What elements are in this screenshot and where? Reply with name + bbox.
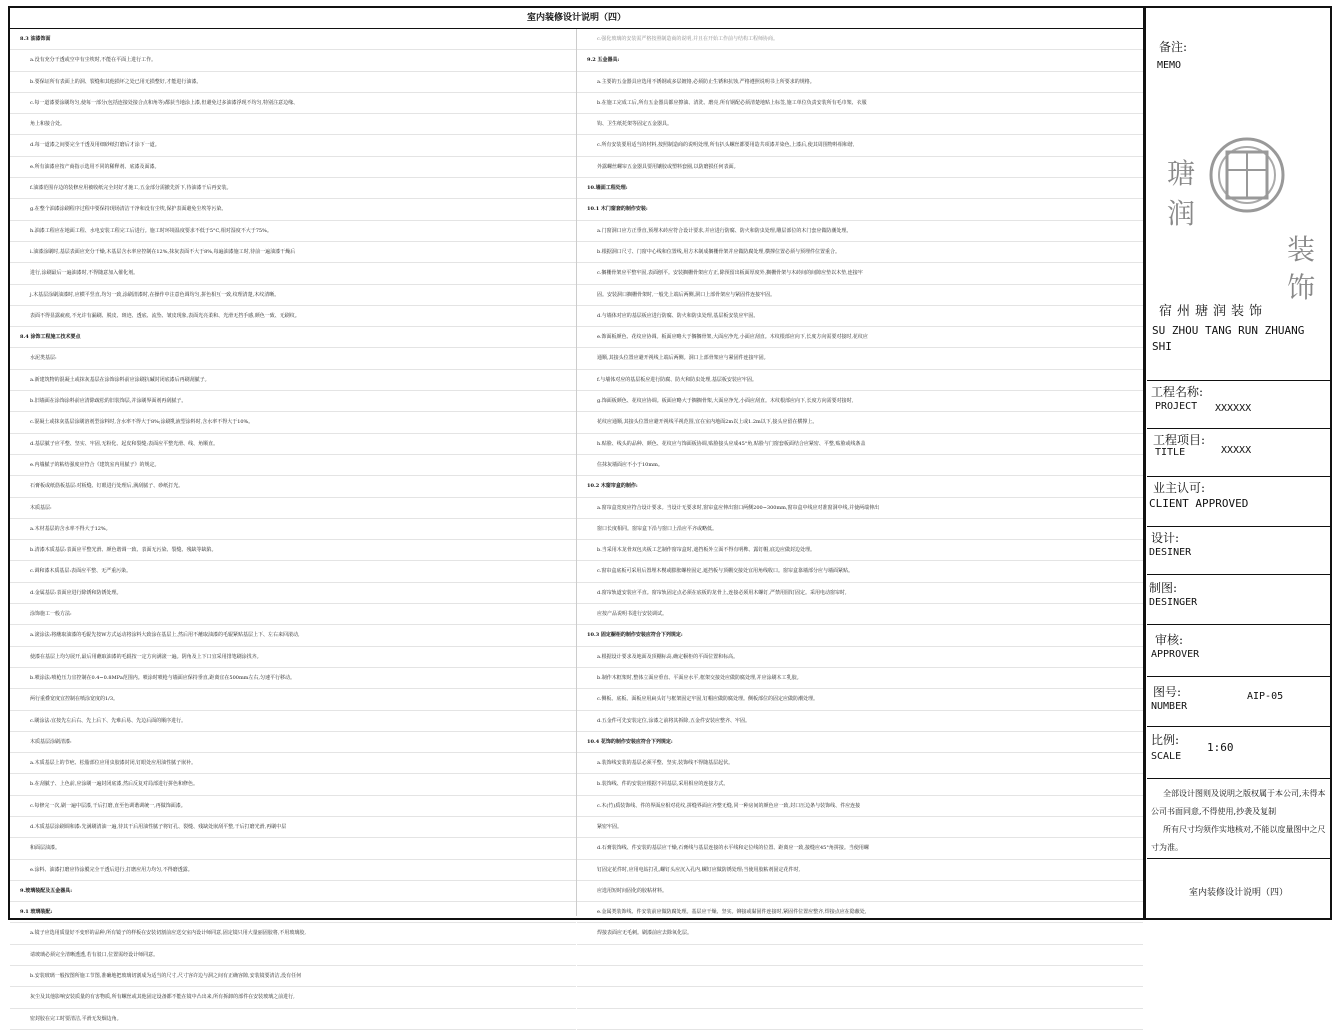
designer-label: 设计: (1151, 531, 1180, 545)
title-label: 工程项目: (1153, 433, 1206, 447)
number-label: 图号: (1153, 685, 1182, 699)
spec-line: i.油漆涂刷时,基层表面应充分干燥,木基层含水率应控制在12%,抹灰表面不大于8%,每遍油漆施工时,待前一遍油漆干燥后 (10, 242, 576, 263)
spec-line: 涂饰施工一般方法: (10, 604, 576, 625)
company-name: 宿州瑭润装饰 (1159, 304, 1268, 319)
section-heading: 9.玻璃装配及五金器具: (10, 881, 576, 902)
scale-value: 1:60 (1207, 741, 1234, 754)
memo-label: 备注: (1159, 40, 1188, 54)
spec-line (577, 987, 1143, 1008)
project-value: XXXXXX (1215, 403, 1252, 414)
scale-section (1147, 726, 1330, 778)
spec-line: j.木基层涂刷油漆时,应横平竖直,均匀一致,涂刷清漆时,在操作中注意色调均匀,拼色相互一致,纹理清楚,木纹清晰。 (10, 285, 576, 306)
spec-line: b.要保证所有表面上的洞、裂缝和其他损坏之处已用无损整好,才能进行油漆。 (10, 72, 576, 93)
spec-line: c.侧板、底板、面板应用扁头钉与框架固定牢固,钉帽应做防腐处理。侧板部位的固定应做防潮处理。 (577, 689, 1143, 710)
section-heading: 8.4 涂饰工程施工技术要点 (10, 327, 576, 348)
section-heading: 10.墙面工程处理: (577, 178, 1143, 199)
section-heading: 10.3 固定橱柜的制作安装应符合下列规定: (577, 625, 1143, 646)
drawing-label-en: DESINGER (1149, 597, 1198, 608)
logo-char-1: 瑭 (1167, 157, 1196, 190)
spec-line: 请玻璃必须完全清晰透透,若有驳口,位置需经设计师同意。 (10, 945, 576, 966)
approver-label-en: APPROVER (1151, 649, 1200, 660)
page-title: 室内装修设计说明（四） (10, 8, 1143, 29)
section-heading: 8.3 油漆饰面 (10, 29, 576, 50)
spec-line: 应选用短时间固化的胶粘材料。 (577, 881, 1143, 902)
copyright-note: 全部设计图则及说明之版权属于本公司,未得本公司书面同意,不得使用,抄袭及复制 (1151, 789, 1326, 816)
spec-line: e.饰面板颜色、花纹应协调。板面应略大于搁搁骨架,大面应净光,小面应刮直。木纹根部应向下,长度方向需要对接时,花纹应 (577, 327, 1143, 348)
spec-line: c.强化玻璃的安装需严格按照制造商的说明,并且在开始工作前与结构工程师协商。 (577, 29, 1143, 50)
number-label-en: NUMBER (1151, 701, 1188, 712)
title-value: XXXXX (1221, 445, 1252, 456)
client-label-en: CLIENT APPROVED (1149, 497, 1249, 510)
spec-line: 木质基层: (10, 498, 576, 519)
spec-line (577, 945, 1143, 966)
sheet-title-section (1147, 858, 1330, 918)
spec-line: d.窗帘轨道安装应平直。窗帘轨固定点必须在底板的龙骨上,连接必须用木螺钉,严禁用圆钉固定。采用电动窗帘时, (577, 583, 1143, 604)
spec-line: d.木质基层涂刷调和漆:先满刷清油一遍,待其干后用油性腻子将钉孔、裂缝、残缺处嵌刮平整,干后打磨光滑,再刷中层 (10, 817, 576, 838)
spec-line: a.木质基层上的节疤、松脂部位应用虫胶漆封闭,钉眼处应用油性腻子嵌补。 (10, 753, 576, 774)
project-section (1147, 380, 1330, 428)
memo-label-en: MEMO (1157, 60, 1182, 71)
spec-line: 花纹应通顺,其接头位置应避开视线平视范围,宜在室内地面2m以上或1.2m以下,接头应留在横撑上。 (577, 412, 1143, 433)
approver-label: 审核: (1155, 633, 1184, 647)
spec-line: 进行,涂刷最后一遍油漆时,不得随意加入催化剂。 (10, 263, 576, 284)
spec-line: d.与墙体对应的基层板应进行防腐、防火和防虫处理,基层板安装应牢固。 (577, 306, 1143, 327)
spec-line: 钉固定花件时,应用电钻打孔,螺钉头应沉入孔内,螺钉应做防锈处理;当使用胶粘剂固定花件时, (577, 860, 1143, 881)
logo-char-2: 润 (1167, 197, 1196, 230)
company-logo (1167, 130, 1327, 304)
client-label: 业主认可: (1153, 481, 1206, 495)
left-column (10, 29, 577, 1022)
spec-line: a.门窗洞口应方正垂直,预埋木砖应符合设计要求,并应进行防腐、防火和防虫处理,雕层部位的木门套应做防潮处理。 (577, 221, 1143, 242)
spec-line: b.安装玻璃一般按图所施工节图,准确地把玻璃切割成为适当的尺寸,尺寸容许边与洞之间有正确容隙,安装镜要清洁,没有任何 (10, 966, 576, 987)
dimension-note: 所有尺寸均须作实地核对,不能以度量图中之尺寸为准。 (1151, 825, 1326, 852)
client-section (1147, 476, 1330, 526)
spec-line: b.装饰线、件的安装应根据不同基层,采用相应的连接方式。 (577, 774, 1143, 795)
spec-line: d.每一道漆之间要完全干透及用细砂纸打磨后才涂下一道。 (10, 135, 576, 156)
notes-section (1147, 778, 1330, 858)
spec-line: 固。安装洞口搁栅骨架时,一般先上端后两侧,洞口上部骨架应与紧固件连接牢固。 (577, 285, 1143, 306)
spec-line: d.基层腻子应平整、坚实、牢固,无粉化、起皮和裂缝;表面应平整光滑、线、角顺直。 (10, 434, 576, 455)
spec-line: 窗口长度相同。窗帘盒下沿与窗口上沿应平齐或略低。 (577, 519, 1143, 540)
spec-line: a.镜子应选用质量好不变形的品种,所有镜子的样板在安装切割前应送交室内设计师同意,固定镜只用大量丽固胶将,不用玻璃胶, (10, 923, 576, 944)
title-section (1147, 428, 1330, 476)
company-name-en: SU ZHOU TANG RUN ZHUANG SHI (1152, 324, 1305, 353)
spec-line: a.根据设计要求及地面及顶棚标高,确定橱柜的平面位置和标高。 (577, 647, 1143, 668)
spec-line: 密封胶在完工时要清洁,平滑无发烟边角。 (10, 1009, 576, 1030)
logo-char-4: 饰 (1287, 271, 1316, 304)
spec-line: c.每一道漆要涂刷均匀,使每一部分(包括连接处接合点和角等)都获当地涂上漆,但避免过多油漆浮现不均匀,特别注意边缘、 (10, 93, 576, 114)
spec-line: 应按产品说明书进行安装调试。 (577, 604, 1143, 625)
spec-line: 焊接表面应无毛刺。刷漆前应去除氧化层。 (577, 923, 1143, 944)
spec-line: a.窗帘盒宽度应符合设计要求。当设计无要求时,窗帘盒应伸出窗口两侧200~300mm,窗帘盒中线应对准窗洞中线,并使两端伸出 (577, 498, 1143, 519)
approver-section (1147, 624, 1330, 676)
spec-line: g.在整个油漆涂刷程序过程中要保持现场清洁干净和没有尘埃,保护表面避免尘埃等污染。 (10, 199, 576, 220)
spec-line: b.制作木框架时,整体立面应垂直、平面应水平,框架交接处应做防腐处理,并应涂刷木工乳胶。 (577, 668, 1143, 689)
spec-line: c.每修完一次,刷一遍中层漆,干后打磨,直至色调谐调统一,再做饰面漆。 (10, 796, 576, 817)
spec-line: c.搁栅骨架应平整牢固,表面刨平。安装搁栅骨架应方正,除预留出板面厚度外,搁栅骨架与木砖间的间隙应垫以木垫,连接牢 (577, 263, 1143, 284)
spec-line: e.金属类装饰线、件安装前应做防腐处理。基层应干燥、坚实。铆接或黏固件连接时,紧固件位置应整齐,焊接点应在隐蔽处, (577, 902, 1143, 923)
number-section (1147, 676, 1330, 726)
logo-char-3: 装 (1287, 233, 1316, 266)
spec-line: 住抹灰墙面应不小于10mm。 (577, 455, 1143, 476)
title-block (1147, 8, 1330, 918)
spec-line: a.木材基层的含水率不得大于12%。 (10, 519, 576, 540)
sheet-title: 室内装修设计说明（四） (1188, 888, 1288, 898)
spec-line: b.根据洞口尺寸、门窗中心线和位置线,用方木制成搁栅骨架并应做防腐处理,横撑位置必须与预埋件位置重合。 (577, 242, 1143, 263)
spec-line: h.贴脸、线头的品种、颜色、花纹应与饰面板协调,贴脸接头应成45°角,贴脸与门窗套板面结合应紧密、平整,贴脸或线条盖 (577, 434, 1143, 455)
spec-line: c.混凝土或抹灰基层涂刷溶剂型涂料时,含水率不得大于8%;涂刷乳液型涂料时,含水率不得大于10%。 (10, 412, 576, 433)
spec-line: e.所有油漆应按产商指示选用不同的稀释剂、底漆及面漆。 (10, 157, 576, 178)
spec-line (577, 1009, 1143, 1030)
spec-line: d.石膏装饰线、件安装的基层应干燥,石膏线与基层连接的水平线和定位线的位置、距离应一致,接缝应45°角拼接。当使用螺 (577, 838, 1143, 859)
spec-line: d.五金件可先安装定位,涂漆之前将其拆除,五金件安装应整齐、牢固。 (577, 711, 1143, 732)
spec-line: a.装饰线安装的基层必须平整、坚实,装饰线不得随基层起伏。 (577, 753, 1143, 774)
spec-line: a.没有充分干透或空中有尘埃时,不能在平面上进行工作。 (10, 50, 576, 71)
spec-line: 角上和接合处。 (10, 114, 576, 135)
spec-line: 外露螺丝螺帘五金器具要用镶胶或塑料套圈,以防磨损任何表面。 (577, 157, 1143, 178)
spec-line: h.油漆工程应在地面工程、水电安装工程完工后进行。施工时环境温度要求不低于5°C,相对湿度不大于75%。 (10, 221, 576, 242)
spec-line: g.饰面板颜色、花纹应协调。板面应略大于搁搁骨架,大面应净光,小面应刮直。木纹根部应向下,长度方向需要对接时, (577, 391, 1143, 412)
section-heading: 10.4 花饰的制作安装应符合下列规定: (577, 732, 1143, 753)
spec-line: 灰尘及其他影响安装质量的有害物质,所有螺丝或其他固定设备都不能在镜中凸出来,所有拆卸的部件在安装玻璃之前进行, (10, 987, 576, 1008)
spec-line: c.木(竹)质装饰线、件的界面应相对花纹,拼缝界面应齐整无缝,同一种房间的颜色应一致,封口压边条与装饰线、件应连接 (577, 796, 1143, 817)
section-heading: 10.1 木门窗套的制作安装: (577, 199, 1143, 220)
drawing-label: 制图: (1149, 581, 1178, 595)
spec-line: b.在施工完成工后,所有五金器具都应擦油、清洗、磨亮,所有钢配必须清楚地贴上标签,施工单位负责安装所有毛巾架、衣服 (577, 93, 1143, 114)
spec-line: b.旧墙面在涂饰涂料前应清除疏松的旧装饰层,并涂刷界面剂再刮腻子。 (10, 391, 576, 412)
spec-line: d.金属基层:表面应进行除锈和防锈处理。 (10, 583, 576, 604)
spec-line: e.涂料、油漆打磨应待涂膜完全干透后进行,打磨应用力均匀,不得磨透露。 (10, 860, 576, 881)
spec-line: b.当采用木龙骨双包夹板工艺制作窗帘盒时,遮挡板外立面不得有明榫、露钉帽,底边应做封边处理。 (577, 540, 1143, 561)
spec-line: a.新建筑物的混凝土或抹灰基层在涂饰涂料前应涂刷抗碱封闭底漆后再刷刮腻子。 (10, 370, 576, 391)
drawing-section (1147, 574, 1330, 624)
section-heading: 9.2 五金器具: (577, 50, 1143, 71)
section-heading: 10.2 木窗帘盒的制作: (577, 476, 1143, 497)
spec-line: c.调和漆木质基层:表面应平整、无严重污染。 (10, 561, 576, 582)
spec-line: 和面层油漆。 (10, 838, 576, 859)
project-label: 工程名称: (1151, 385, 1204, 399)
spec-line: c.刷涂法:宜按先左后右、先上后下、先难后易、先边后面的顺序进行。 (10, 711, 576, 732)
spec-line: 使漆在基层上均匀展开,最后用蘸取油漆的毛辊按一定方向满滚一遍。阴角及上下口宜采用排笔刷涂找齐。 (10, 647, 576, 668)
spec-line: f.油漆范围存边的装修应用被收纸完全封好才施工,五金部分需撤先折下,待油漆干后再安装。 (10, 178, 576, 199)
spec-line (577, 966, 1143, 987)
spec-line: 通顺,其接头位置应避开视线上端后两侧。洞口上部骨架应与紧固件连接牢固。 (577, 348, 1143, 369)
number-value: AIP-05 (1247, 691, 1284, 702)
memo-section (1147, 8, 1330, 380)
spec-line: 紧密牢固。 (577, 817, 1143, 838)
scale-label-en: SCALE (1151, 751, 1182, 762)
section-heading: 9.1 玻璃装配: (10, 902, 576, 923)
title-label-en: TITLE (1155, 447, 1186, 458)
scale-label: 比例: (1151, 733, 1180, 747)
spec-line: 钩、卫生纸托架等固定五金器具。 (577, 114, 1143, 135)
spec-line: 两行重叠宽度宜控制在喷涂宽度的1/3。 (10, 689, 576, 710)
spec-line: b.清漆木质基层:表面应平整光滑、颜色谐调一致、表面无污染、裂缝、残缺等缺陷。 (10, 540, 576, 561)
spec-line: a.主要的五金器具应选用不锈钢或多层镀铬,必须防止生锈和抗蚀,严格遵照说明书上所要求的规格。 (577, 72, 1143, 93)
spec-line: a.滚涂法:将蘸取油漆的毛辊先按W方式运动将涂料大致涂在基层上,然后用不蘸取油漆的毛辊紧贴基层上下、左右来回滚动, (10, 625, 576, 646)
spec-line: c.所有安装要用适当的材料,按照制造商的说明处理,所有扒头螺丝都要用造共项漆并染色,上漆后,使其周围物料相和谐, (577, 135, 1143, 156)
spec-line: 表面不得显露疵痕,不允许有漏刷、脱皮、斑迹、透底、流坠、皱皮现象,表面光亮柔和、光滑无挡手感,颜色一致、无刷纹。 (10, 306, 576, 327)
right-column (577, 29, 1143, 937)
spec-line: 水泥类基层: (10, 348, 576, 369)
spec-line: c.窗帘盒底板可采用后置埋木楔或膨胀螺栓固定,遮挡板与顶棚交接处宜用角线收口。窗帘盒靠墙部分应与墙面紧贴。 (577, 561, 1143, 582)
spec-line: b.在刮腻子、上色前,应涂刷一遍封闭底漆,然后反复对局部进行拼色和修色。 (10, 774, 576, 795)
designer-label-en: DESINER (1149, 547, 1192, 558)
main-content (10, 8, 1146, 1022)
spec-line: 石膏板或纸筋板基层:对板缝、钉眼进行处理后,满刮腻子、砂纸打光。 (10, 476, 576, 497)
spec-line: e.内墙腻子的粘结强度应符合《建筑室内用腻子》的规定。 (10, 455, 576, 476)
project-label-en: PROJECT (1155, 401, 1198, 412)
spec-line: f.与墙体对应的基层板应进行防腐、防火和防虫处理,基层板安装应牢固。 (577, 370, 1143, 391)
spec-line: b.喷涂法:喷枪压力宜控制在0.4~0.8MPa范围内。喷涂时喷枪与墙面应保持垂直,距离宜在500mm左右,匀速平行移动。 (10, 668, 576, 689)
designer-section (1147, 526, 1330, 574)
spec-line: 木质基层涂刷清漆: (10, 732, 576, 753)
